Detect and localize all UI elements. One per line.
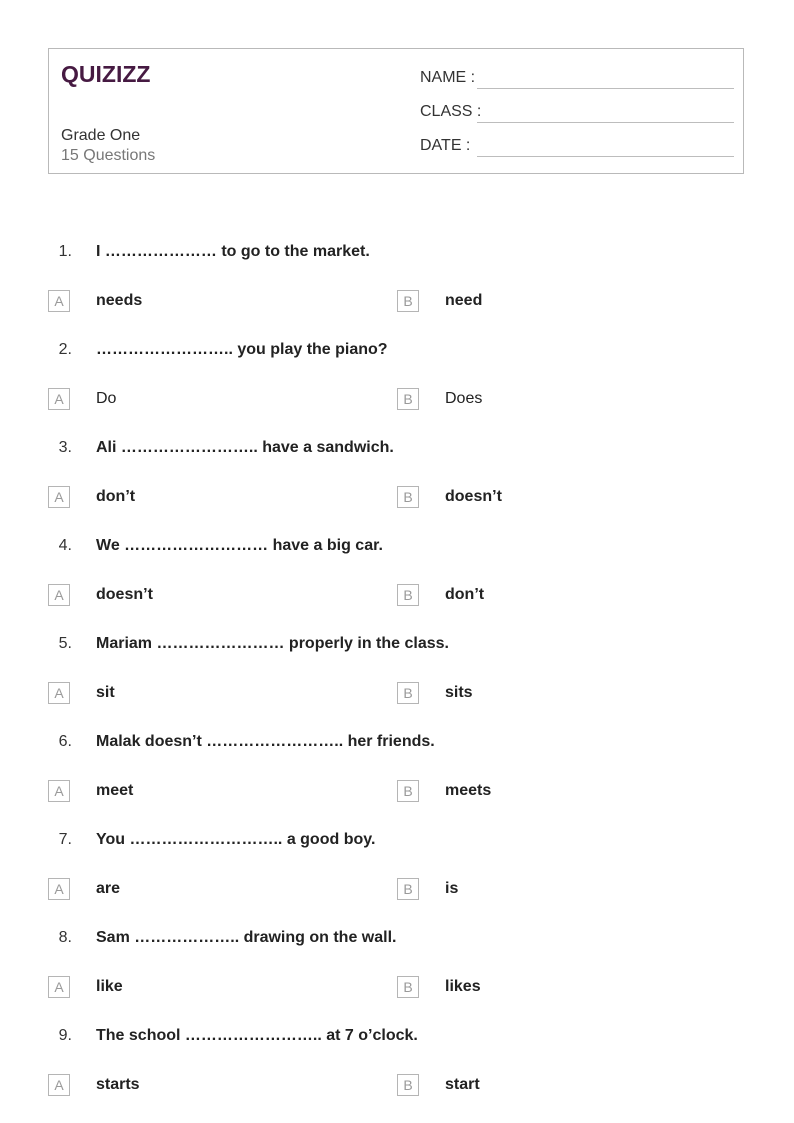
q9-option-b[interactable] <box>397 1074 697 1098</box>
question-number: 7. <box>58 831 72 848</box>
option-text: meets <box>445 782 492 799</box>
worksheet-header <box>48 48 744 174</box>
question-1 <box>48 243 744 269</box>
q7-option-a[interactable] <box>48 878 348 902</box>
option-letter-box: A <box>48 388 70 410</box>
option-text: is <box>445 880 459 897</box>
class-label: CLASS : <box>420 103 482 120</box>
q1-option-a[interactable] <box>48 290 348 314</box>
question-number: 4. <box>58 537 72 554</box>
option-text: meet <box>96 782 134 799</box>
grade-title: Grade One <box>61 127 141 144</box>
q6-option-b[interactable] <box>397 780 697 804</box>
option-letter-box: B <box>397 682 419 704</box>
option-text: starts <box>96 1076 140 1093</box>
option-letter-box: B <box>397 780 419 802</box>
option-text: sits <box>445 684 473 701</box>
svg-text:QUIZIZZ: QUIZIZZ <box>61 61 151 87</box>
question-9 <box>48 1027 744 1053</box>
option-letter-box: A <box>48 486 70 508</box>
option-letter-box: A <box>48 290 70 312</box>
option-text: need <box>445 292 483 309</box>
option-text: don’t <box>96 488 136 505</box>
option-letter-box: A <box>48 1074 70 1096</box>
q1-option-b[interactable] <box>397 290 697 314</box>
question-6 <box>48 733 744 759</box>
question-text: I ………………… to go to the market. <box>96 243 370 260</box>
question-number: 5. <box>58 635 72 652</box>
option-text: needs <box>96 292 143 309</box>
question-number: 1. <box>58 243 72 260</box>
question-number: 2. <box>58 341 72 358</box>
q6-option-a[interactable] <box>48 780 348 804</box>
question-text: Sam ……………….. drawing on the wall. <box>96 929 397 946</box>
question-text: Ali …………………….. have a sandwich. <box>96 439 394 456</box>
question-2 <box>48 341 744 367</box>
question-number: 6. <box>58 733 72 750</box>
option-letter-box: B <box>397 976 419 998</box>
question-text: …………………….. you play the piano? <box>96 341 388 358</box>
date-field[interactable] <box>420 137 734 161</box>
q5-option-b[interactable] <box>397 682 697 706</box>
q5-option-a[interactable] <box>48 682 348 706</box>
question-number: 9. <box>58 1027 72 1044</box>
question-count: 15 Questions <box>61 147 156 164</box>
option-text: doesn’t <box>96 586 153 603</box>
q8-option-a[interactable] <box>48 976 348 1000</box>
q2-option-a[interactable] <box>48 388 348 412</box>
option-letter-box: B <box>397 584 419 606</box>
option-text: sit <box>96 684 115 701</box>
class-field[interactable] <box>420 103 734 127</box>
q3-option-b[interactable] <box>397 486 697 510</box>
question-text: Malak doesn’t …………………….. her friends. <box>96 733 435 750</box>
question-4 <box>48 537 744 563</box>
q4-option-b[interactable] <box>397 584 697 608</box>
option-text: like <box>96 978 123 995</box>
q4-option-a[interactable] <box>48 584 348 608</box>
option-letter-box: B <box>397 290 419 312</box>
option-text: Do <box>96 390 117 407</box>
option-text: likes <box>445 978 481 995</box>
question-text: Mariam …………………… properly in the class. <box>96 635 449 652</box>
option-text: start <box>445 1076 480 1093</box>
question-7 <box>48 831 744 857</box>
option-letter-box: A <box>48 682 70 704</box>
option-text: are <box>96 880 121 897</box>
question-5 <box>48 635 744 661</box>
question-number: 3. <box>58 439 72 456</box>
q9-option-a[interactable] <box>48 1074 348 1098</box>
option-text: Does <box>445 390 483 407</box>
option-text: doesn’t <box>445 488 502 505</box>
name-label: NAME : <box>420 69 476 86</box>
q2-option-b[interactable] <box>397 388 697 412</box>
question-text: You ……………………….. a good boy. <box>96 831 376 848</box>
option-letter-box: B <box>397 1074 419 1096</box>
option-letter-box: B <box>397 486 419 508</box>
option-letter-box: B <box>397 878 419 900</box>
quizizz-logo <box>61 61 153 87</box>
question-text: We ……………………… have a big car. <box>96 537 383 554</box>
name-line[interactable] <box>477 88 734 89</box>
name-field[interactable] <box>420 69 734 93</box>
q3-option-a[interactable] <box>48 486 348 510</box>
class-line[interactable] <box>477 122 734 123</box>
option-letter-box: A <box>48 780 70 802</box>
question-8 <box>48 929 744 955</box>
option-letter-box: A <box>48 878 70 900</box>
date-line[interactable] <box>477 156 734 157</box>
question-text: The school …………………….. at 7 o’clock. <box>96 1027 418 1044</box>
q7-option-b[interactable] <box>397 878 697 902</box>
question-number: 8. <box>58 929 72 946</box>
option-letter-box: A <box>48 976 70 998</box>
option-letter-box: B <box>397 388 419 410</box>
q8-option-b[interactable] <box>397 976 697 1000</box>
option-text: don’t <box>445 586 485 603</box>
date-label: DATE : <box>420 137 471 154</box>
question-3 <box>48 439 744 465</box>
option-letter-box: A <box>48 584 70 606</box>
